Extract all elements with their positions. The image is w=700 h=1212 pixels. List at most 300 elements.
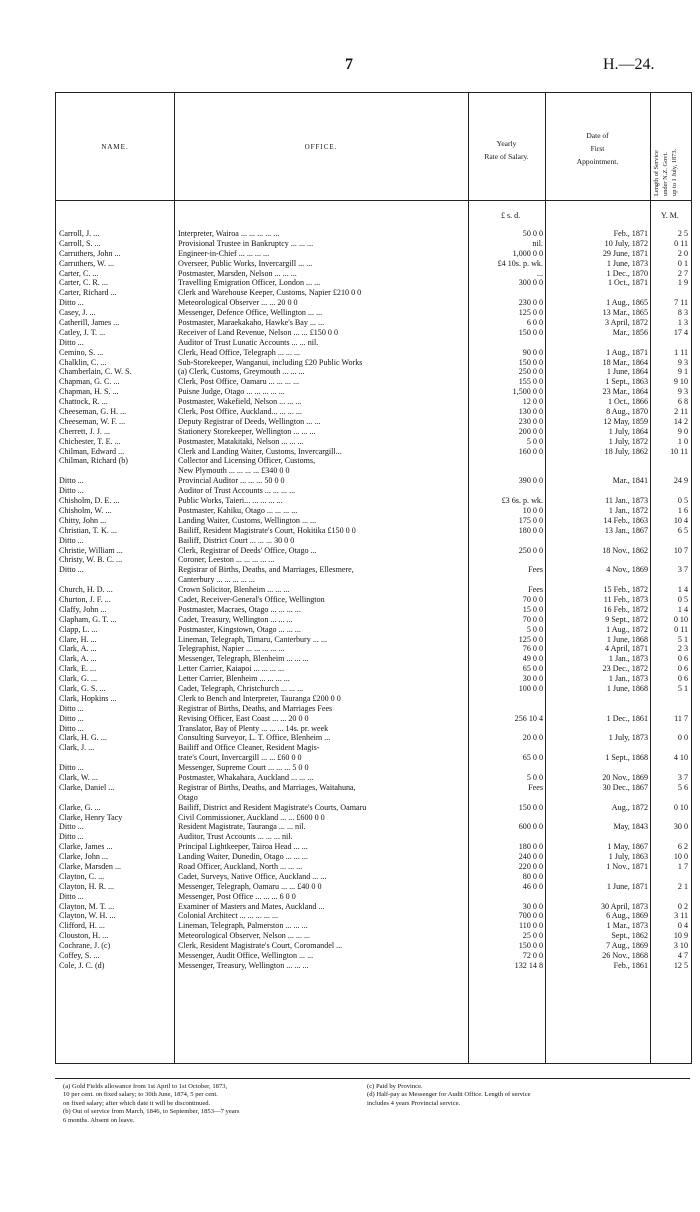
office-cell: Sub-Storekeeper, Wanganui, including £20 Public Works [178, 357, 363, 367]
date-cell: 1 June, 1871 [606, 881, 648, 891]
name-cell: Catherill, James ... [59, 318, 120, 328]
table-row [56, 704, 691, 714]
salary-cell: 70 0 0 [522, 594, 543, 604]
date-cell: 1 July, 1872 [608, 436, 648, 446]
office-cell: Public Works, Taieri... ... ... ... ... [178, 496, 283, 506]
salary-cell: 132 14 8 [514, 960, 543, 970]
date-cell: Mar., 1856 [612, 327, 648, 337]
salary-cell: 150 0 0 [518, 327, 543, 337]
office-cell: Stationery Storekeeper, Wellington ... ... ... [178, 426, 316, 436]
name-cell: Clayton, W. H. ... [59, 911, 116, 921]
date-cell: 14 Feb., 1863 [603, 515, 648, 525]
office-cell: New Plymouth ... ... ... ... £340 0 0 [178, 466, 290, 476]
office-cell: Messenger, Post Office ... ... ... 6 0 0 [178, 891, 296, 901]
date-cell: 9 Sept., 1872 [605, 614, 648, 624]
office-cell: Letter Carrier, Kaiapoi ... ... ... ... [178, 664, 284, 674]
table-row [56, 367, 691, 377]
salary-cell: 125 0 0 [518, 308, 543, 318]
table-row [56, 773, 691, 783]
service-cell: 10 7 [673, 545, 688, 555]
table-row [56, 664, 691, 674]
office-cell: Cadet, Telegraph, Christchurch ... ... ... [178, 683, 304, 693]
table-row [56, 714, 691, 724]
office-cell: Clerk, Resident Magistrate's Court, Coromandel ... [178, 941, 343, 951]
office-cell: Clerk and Landing Waiter, Customs, Invercargill... [178, 446, 342, 456]
office-cell: Messenger, Telegraph, Blenheim ... ... ... [178, 654, 309, 664]
date-cell: 29 June, 1871 [602, 248, 648, 258]
name-cell: Clouston, H. ... [59, 931, 109, 941]
office-cell: Principal Lightkeeper, Tairoa Head ... ... [178, 842, 308, 852]
table-row [56, 585, 691, 595]
office-cell: Meteorological Observer ... ... 20 0 0 [178, 298, 298, 308]
table-row [56, 832, 691, 842]
name-cell: Chalklin, C. ... [59, 357, 107, 367]
office-cell: Postmaster, Whakahara, Auckland ... ... ... [178, 772, 314, 782]
table-row [56, 278, 691, 288]
table-row [56, 605, 691, 615]
name-cell: Ditto ... [59, 723, 84, 733]
table-row [56, 902, 691, 912]
date-cell: 1 July, 1873 [608, 733, 648, 743]
salary-cell: Fees [528, 565, 543, 575]
salary-cell: 230 0 0 [518, 298, 543, 308]
office-cell: Engineer-in-Chief ... ... ... ... [178, 248, 270, 258]
salary-cell: 5 0 0 [526, 436, 543, 446]
date-cell: Feb., 1861 [613, 960, 648, 970]
office-cell: Auditor, Trust Accounts ... ... ... nil. [178, 832, 293, 842]
date-cell: 1 Jan., 1873 [608, 654, 648, 664]
table-row [56, 783, 691, 793]
service-cell: 1 3 [677, 318, 688, 328]
date-cell: Mar., 1841 [612, 476, 648, 486]
service-cell: 0 6 [677, 664, 688, 674]
salary-cell: 90 0 0 [522, 347, 543, 357]
name-cell: Clayton, H. R. ... [59, 881, 115, 891]
name-cell: Ditto ... [59, 832, 84, 842]
salary-cell: 100 0 0 [518, 683, 543, 693]
date-cell: 1 Aug., 1872 [606, 624, 648, 634]
date-cell: 1 May, 1867 [607, 842, 648, 852]
date-cell: 1 Nov., 1871 [606, 862, 648, 871]
salary-cell: 110 0 0 [519, 921, 543, 931]
name-cell: Clark, A. ... [59, 644, 97, 654]
salary-cell: 6 0 0 [526, 318, 543, 328]
table-row [56, 565, 691, 575]
office-cell: Postmaster, Matakitaki, Nelson ... ... ... [178, 436, 304, 446]
service-cell: 0 0 [677, 733, 688, 743]
service-cell: 12 5 [673, 960, 688, 970]
service-cell: 9 0 [677, 426, 688, 436]
date-cell: 23 Dec., 1872 [602, 664, 648, 674]
service-cell: 24 9 [673, 476, 688, 486]
salary-cell: 125 0 0 [518, 634, 543, 644]
table-body [56, 229, 691, 971]
table-row [56, 822, 691, 832]
service-cell: 11 7 [674, 713, 688, 723]
office-cell: Landing Waiter, Customs, Wellington ... ... [178, 515, 317, 525]
date-cell: 18 Mar., 1864 [602, 357, 648, 367]
name-cell: Chitty, John ... [59, 515, 107, 525]
header-service [650, 93, 691, 200]
salary-cell: 180 0 0 [518, 842, 543, 852]
name-cell: Clarke, James ... [59, 842, 113, 852]
date-cell: 11 Jan., 1873 [605, 496, 648, 506]
service-cell: 0 5 [677, 594, 688, 604]
name-cell: Chapman, G. C. ... [59, 377, 120, 387]
salary-cell: 150 0 0 [518, 802, 543, 812]
service-cell: 2 11 [674, 407, 688, 417]
name-cell: Clarke, Henry Tacy [59, 812, 123, 822]
table-row [56, 288, 691, 298]
service-cell: 0 1 [677, 258, 688, 268]
service-cell: 1 9 [677, 278, 688, 288]
service-cell: 1 4 [677, 604, 688, 614]
header-name: NAME. [101, 143, 129, 151]
date-cell: 15 Feb., 1872 [603, 585, 648, 595]
date-cell: Aug., 1872 [611, 802, 648, 812]
date-cell: 1 Oct., 1871 [607, 278, 648, 288]
name-cell: Clayton, C. ... [59, 871, 105, 881]
footnote-line: on fixed salary; after which date it will be discontinued. [63, 1099, 211, 1107]
table-row [56, 921, 691, 931]
date-cell: 1 Jan., 1872 [608, 505, 648, 515]
salary-cell: 300 0 0 [518, 278, 543, 288]
service-cell: 0 2 [677, 901, 688, 911]
salary-cell: £3 6s. p. wk. [501, 496, 543, 506]
name-cell: Clayton, M. T. ... [59, 901, 115, 911]
name-cell: Carroll, S. ... [59, 238, 101, 248]
office-cell: Postmaster, Macraes, Otago ... ... ... ... [178, 604, 301, 614]
office-cell: Messenger, Treasury, Wellington ... ... ... [178, 960, 309, 970]
office-cell: Telegraphist, Napier ... ... ... ... ... [178, 644, 285, 654]
office-cell: Clerk to Bench and Interpreter, Tauranga £200 0 0 [178, 693, 341, 703]
date-cell: 13 Mar., 1865 [602, 308, 648, 318]
name-cell: Christy, W. B. C. ... [59, 555, 123, 565]
salary-cell: 1,000 0 0 [512, 248, 543, 258]
name-cell: Carroll, J. ... [59, 229, 100, 238]
office-cell: Resident Magistrate, Tauranga ... ... nil. [178, 822, 306, 832]
header-service-line: up to 1 July, 1873. [671, 148, 678, 196]
salary-cell: 230 0 0 [518, 416, 543, 426]
service-cell: 0 5 [677, 496, 688, 506]
office-cell: Postmaster, Wakefield, Nelson ... ... ... [178, 397, 302, 407]
table-row [56, 733, 691, 743]
date-cell: 1 Sept., 1863 [605, 377, 648, 387]
table-row [56, 941, 691, 951]
office-cell: Clerk, Registrar of Deeds' Office, Otago ... [178, 545, 317, 555]
name-cell: Ditto ... [59, 703, 84, 713]
date-cell: Sept., 1862 [611, 931, 648, 941]
name-cell: Chapman, H. S. ... [59, 387, 119, 397]
table-row [56, 724, 691, 734]
table-row [56, 269, 691, 279]
office-cell: Messenger, Audit Office, Wellington ... ... [178, 951, 314, 961]
office-cell: Messenger, Defence Office, Wellington ... ... [178, 308, 323, 318]
header-salary [468, 137, 545, 163]
table-row [56, 635, 691, 645]
table-row [56, 397, 691, 407]
service-cell: 1 6 [677, 505, 688, 515]
service-cell: 0 11 [674, 624, 688, 634]
table-row [56, 516, 691, 526]
table-row [56, 803, 691, 813]
office-cell: Bailiff, Resident Magistrate's Court, Hokitika £150 0 0 [178, 525, 356, 535]
table-row [56, 793, 691, 803]
name-cell: Coffey, S. ... [59, 951, 100, 961]
office-cell: Cadet, Receiver-General's Office, Wellington [178, 594, 325, 604]
service-cell: 0 10 [673, 802, 688, 812]
salary-cell: 46 0 0 [522, 881, 543, 891]
office-cell: Coroner, Leeston ... ... ... ... ... [178, 555, 275, 565]
table-row [56, 842, 691, 852]
office-cell: Road Officer, Auckland, North ... ... ... [178, 862, 303, 871]
header-date-line: Appointment. [576, 157, 619, 166]
office-cell: Meteorological Observer, Nelson ... ... ... [178, 931, 311, 941]
table-row [56, 456, 691, 466]
salary-cell: 155 0 0 [518, 377, 543, 387]
office-cell: Messenger, Supreme Court ... ... ... 5 0 0 [178, 763, 309, 773]
salary-cell: 15 0 0 [522, 604, 543, 614]
table-row [56, 298, 691, 308]
service-cell: 2 0 [677, 248, 688, 258]
office-cell: trate's Court, Invercargill ... ... £60 0 0 [178, 753, 302, 763]
date-cell: 1 June, 1868 [606, 634, 648, 644]
name-cell: Christian, T. K. ... [59, 525, 117, 535]
salary-cell: 30 0 0 [522, 674, 543, 684]
date-cell: 3 April, 1872 [605, 318, 648, 328]
date-cell: 4 Nov., 1869 [606, 565, 648, 575]
name-cell: Chilman, Richard (b) [59, 456, 129, 466]
table-row [56, 249, 691, 259]
date-cell: 1 Dec., 1861 [606, 713, 648, 723]
name-cell: Clapham, G. T. ... [59, 614, 117, 624]
service-cell: 7 11 [674, 298, 688, 308]
table-row [56, 763, 691, 773]
salary-cell: 250 0 0 [518, 367, 543, 377]
footnote-line: (c) Paid by Province. [367, 1083, 423, 1090]
office-cell: Auditor of Trust Lunatic Accounts ... ... nil. [178, 337, 319, 347]
date-cell: 1 Aug., 1865 [606, 298, 648, 308]
service-cell: 0 4 [677, 921, 688, 931]
date-cell: 12 May, 1859 [603, 416, 648, 426]
table-row [56, 476, 691, 486]
table-row [56, 338, 691, 348]
salary-cell: 49 0 0 [522, 654, 543, 664]
salary-cell: 700 0 0 [518, 911, 543, 921]
service-cell: 9 1 [677, 367, 688, 377]
salary-cell: 25 0 0 [522, 931, 543, 941]
name-cell: Chattock, R. ... [59, 397, 108, 407]
service-cell: 4 7 [677, 951, 688, 961]
office-cell: Cadet, Treasury, Wellington ... ... ... [178, 614, 293, 624]
table-row [56, 229, 691, 239]
service-cell: 6 8 [677, 397, 688, 407]
service-cell: 10 0 [673, 852, 688, 862]
name-cell: Clark, A. ... [59, 654, 97, 664]
name-cell: Chichester, T. E. ... [59, 436, 121, 446]
name-cell: Clarke, Daniel ... [59, 782, 115, 792]
date-cell: 1 June, 1868 [606, 683, 648, 693]
name-cell: Casey, J. ... [59, 308, 96, 318]
service-cell: 3 7 [677, 772, 688, 782]
office-cell: Registrar of Births, Deaths, and Marriages, Ellesmere, [178, 565, 354, 575]
name-cell: Clark, W. ... [59, 772, 98, 782]
date-cell: 1 Mar., 1873 [606, 921, 648, 931]
name-cell: Catley, J. T. ... [59, 327, 106, 337]
service-cell: 3 11 [674, 911, 688, 921]
name-cell: Clark, H. G. ... [59, 733, 107, 743]
table-row [56, 546, 691, 556]
service-cell: 4 10 [673, 753, 688, 763]
salary-cell: 130 0 0 [518, 407, 543, 417]
name-cell: Chisholm, D. E. ... [59, 496, 120, 506]
salary-cell: ... [536, 268, 543, 278]
office-cell: Interpreter, Wairoa ... ... ... ... ... [178, 229, 280, 238]
office-cell: Travelling Emigration Officer, London ... ... [178, 278, 321, 288]
name-cell: Cemino, S. ... [59, 347, 104, 357]
name-cell: Church, H. D. ... [59, 585, 113, 595]
salary-cell: 600 0 0 [518, 822, 543, 832]
name-cell: Carter, C. ... [59, 268, 99, 278]
footnote-line: (b) Out of service from March, 1846, to September, 1853—7 years [63, 1108, 240, 1116]
office-cell: Examiner of Masters and Mates, Auckland ... [178, 901, 325, 911]
salary-cell: 390 0 0 [518, 476, 543, 486]
office-cell: Postmaster, Kingstown, Otago ... ... ... [178, 624, 301, 634]
name-cell: Carruthers, John ... [59, 248, 121, 258]
name-cell: Clark, Hopkins ... [59, 693, 117, 703]
table-row [56, 486, 691, 496]
service-cell: 10 4 [673, 515, 688, 525]
office-cell: Bailiff, District Court ... ... ... 30 0 0 [178, 535, 295, 545]
staff-table [55, 92, 692, 1064]
page-number: 7 [345, 56, 353, 73]
office-cell: Revising Officer, East Coast ... ... 20 0 0 [178, 713, 309, 723]
table-row [56, 931, 691, 941]
salary-cell: 220 0 0 [518, 862, 543, 871]
office-cell: Clerk, Head Office, Telegraph ... ... ... [178, 347, 301, 357]
service-cell: 2 1 [677, 881, 688, 891]
service-cell: 9 3 [677, 357, 688, 367]
table-row [56, 852, 691, 862]
table-row [56, 417, 691, 427]
salary-cell: 50 0 0 [522, 229, 543, 238]
footnote-line: 10 per cent. on fixed salary; to 30th June, 1874, 5 per cent. [63, 1091, 218, 1099]
header-office: OFFICE. [304, 143, 338, 151]
office-cell: Provincial Auditor ... ... ... 50 0 0 [178, 476, 285, 486]
salary-cell: Fees [528, 585, 543, 595]
service-cell: 2 3 [677, 644, 688, 654]
name-cell: Ditto ... [59, 565, 84, 575]
salary-cell: 5 0 0 [526, 624, 543, 634]
salary-cell: 80 0 0 [522, 871, 543, 881]
office-cell: Crown Solicitor, Blenheim ... ... ... [178, 585, 290, 595]
service-cell: 6 5 [677, 525, 688, 535]
name-cell: Ditto ... [59, 486, 84, 496]
date-cell: 1 July, 1864 [608, 426, 648, 436]
table-row [56, 526, 691, 536]
salary-cell: 256 10 4 [514, 713, 543, 723]
office-cell: Letter Carrier, Blenheim ... ... ... ... [178, 674, 290, 684]
office-cell: Civil Commissioner, Auckland ... ... £600 0 0 [178, 812, 325, 822]
name-cell: Carruthers, W. ... [59, 258, 115, 268]
office-cell: Puisne Judge, Otago ... ... ... ... ... [178, 387, 285, 397]
service-cell: 1 11 [674, 347, 688, 357]
name-cell: Clark, G. S. ... [59, 683, 106, 693]
service-cell: 1 4 [677, 585, 688, 595]
name-cell: Clarke, John ... [59, 852, 109, 862]
office-cell: Overseer, Public Works, Invercargill ... ... [178, 258, 313, 268]
salary-cell: 70 0 0 [522, 614, 543, 624]
name-cell: Clapp, L. ... [59, 624, 98, 634]
name-cell: Clarke, G. ... [59, 802, 101, 812]
table-row [56, 496, 691, 506]
office-cell: Consulting Surveyor, L. T. Office, Blenheim ... [178, 733, 331, 743]
service-cell: 2 7 [677, 268, 688, 278]
office-cell: Clerk, Post Office, Auckland... ... ... ... [178, 407, 302, 417]
table-row [56, 862, 691, 872]
table-row [56, 555, 691, 565]
date-cell: 1 July, 1863 [608, 852, 648, 862]
date-cell: 1 June, 1873 [606, 258, 648, 268]
date-cell: 11 Feb., 1873 [603, 594, 648, 604]
name-cell: Claffy, John ... [59, 604, 107, 614]
salary-cell: 250 0 0 [518, 545, 543, 555]
service-cell: 0 10 [673, 614, 688, 624]
office-cell: Translator, Bay of Plenty ... ... ... 14s. pr. week [178, 723, 329, 733]
name-cell: Clarke, Marsden ... [59, 862, 122, 871]
footnote-line: (a) Gold Fields allowance from 1st April to 1st October, 1873, [63, 1083, 228, 1090]
name-cell: Carter, Richard ... [59, 288, 117, 298]
name-cell: Clark, J. ... [59, 743, 95, 753]
salary-cell: 30 0 0 [522, 901, 543, 911]
table-row [56, 911, 691, 921]
table-row [56, 625, 691, 635]
salary-cell: 65 0 0 [522, 753, 543, 763]
service-cell: 0 6 [677, 674, 688, 684]
table-row [56, 951, 691, 961]
date-cell: 10 July, 1872 [604, 238, 648, 248]
salary-cell: 150 0 0 [518, 941, 543, 951]
name-cell: Christie, William ... [59, 545, 123, 555]
header-salary-line: Yearly [496, 139, 517, 148]
table-row [56, 882, 691, 892]
header-service-line: Length of Service [653, 150, 660, 196]
name-cell: Clifford, H. ... [59, 921, 105, 931]
footnote-line: 6 months. Absent on leave. [63, 1116, 135, 1124]
date-cell: 8 Aug., 1870 [606, 407, 648, 417]
office-cell: Otago [178, 792, 198, 802]
service-cell: 9 3 [677, 387, 688, 397]
office-cell: Registrar of Births, Deaths, and Marriages, Waitahuna, [178, 782, 356, 792]
service-units: Y. M. [661, 211, 679, 220]
table-row [56, 575, 691, 585]
table-row [56, 328, 691, 338]
table-row [56, 644, 691, 654]
date-cell: 1 Oct., 1866 [607, 397, 648, 407]
service-cell: 1 7 [677, 862, 688, 871]
table-row [56, 407, 691, 417]
table-row [56, 318, 691, 328]
date-cell: 16 Feb., 1872 [603, 604, 648, 614]
office-cell: Messenger, Telegraph, Oamaru ... ... £40 0 0 [178, 881, 322, 891]
name-cell: Cochrane, J. (c) [59, 941, 111, 951]
name-cell: Ditto ... [59, 891, 84, 901]
date-cell: 13 Jan., 1867 [604, 525, 648, 535]
header-date-line: Date of [586, 131, 609, 140]
table-row [56, 892, 691, 902]
office-cell: Postmaster, Maraekakaho, Hawke's Bay ... ... [178, 318, 325, 328]
table-row [56, 259, 691, 269]
